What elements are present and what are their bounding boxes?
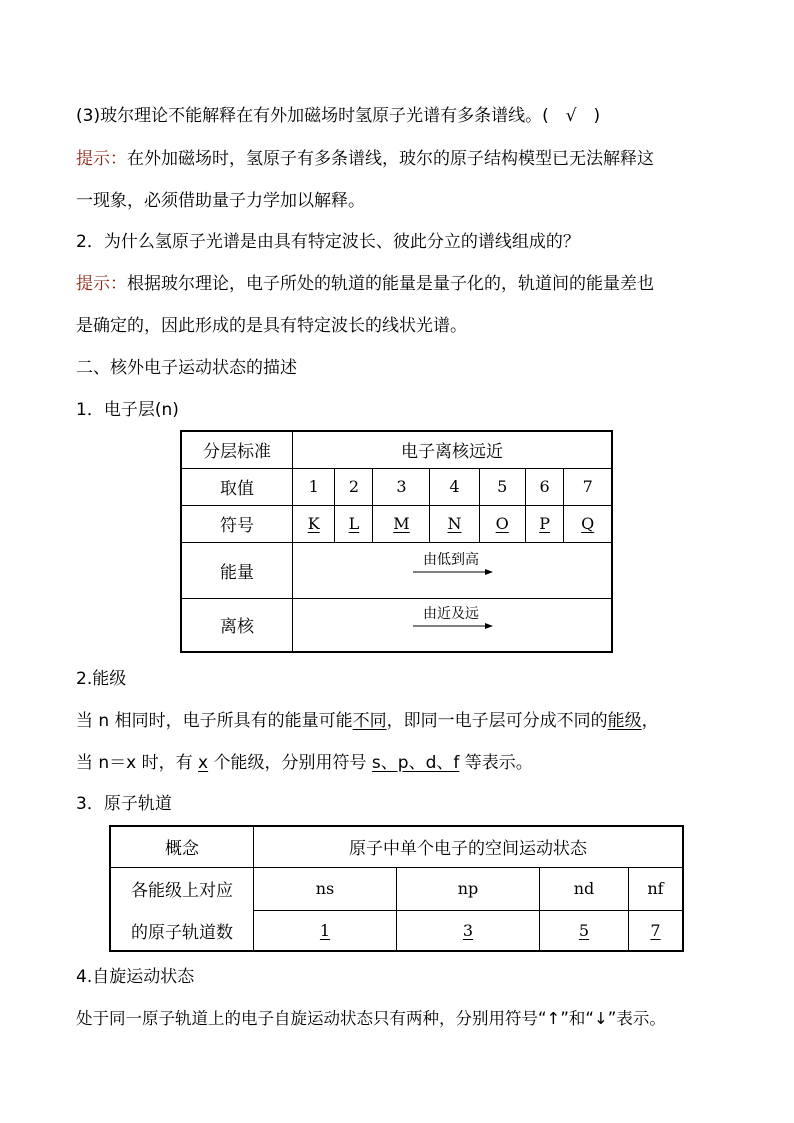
text-run: ， [641, 711, 659, 731]
t1-value-cell: 4 [430, 468, 479, 505]
t2-count-cell: 5 [540, 910, 629, 951]
t2-row-label-b: 的原子轨道数 [110, 910, 254, 951]
t2-concept-value: 原子中单个电子的空间运动状态 [254, 826, 684, 867]
t1-symbol-cell: Q [564, 505, 612, 542]
energy-level-line-2 [76, 751, 533, 775]
t1-distance-row-label: 离核 [181, 598, 293, 652]
t1-symbol-cell: P [525, 505, 564, 542]
hint-1-text-a: 在外加磁场时，氢原子有多条谱线，玻尔的原子结构模型已无法解释这 [127, 149, 654, 169]
hint-1-label: 提示： [76, 149, 127, 169]
t1-symbol-row-label: 符号 [181, 505, 293, 542]
blank-answer-x: x [198, 753, 209, 773]
text-run: 等表示。 [459, 753, 533, 773]
section-heading-2: 二、核外电子运动状态的描述 [76, 358, 297, 378]
t1-distance-arrow-cell [293, 598, 613, 652]
question-2: 2．为什么氢原子光谱是由具有特定波长、彼此分立的谱线组成的？ [76, 232, 580, 252]
t1-value-cell: 2 [335, 468, 373, 505]
hint-1-line-1 [76, 147, 654, 171]
t2-count-cell: 3 [397, 910, 540, 951]
t2-concept-label: 概念 [110, 826, 254, 867]
subsection-electron-shell: 1．电子层(n) [76, 400, 179, 420]
t1-symbol-cell: O [479, 505, 525, 542]
t2-orbital-cell: np [397, 867, 540, 910]
text-run: 当 n＝x 时，有 [76, 753, 199, 773]
judgement-item-3: (3)玻尔理论不能解释在有外加磁场时氢原子光谱有多条谱线。( √ ) [76, 106, 601, 126]
text-run: ，即同一电子层可分成不同的 [386, 711, 608, 731]
t1-value-cell: 1 [293, 468, 335, 505]
t2-orbital-cell: nd [540, 867, 629, 910]
t2-row-label-a: 各能级上对应 [110, 867, 254, 910]
t1-symbol-cell: N [430, 505, 479, 542]
spin-text: 处于同一原子轨道上的电子自旋运动状态只有两种，分别用符号“↑”和“↓”表示。 [76, 1009, 666, 1028]
t1-value-row-label: 取值 [181, 468, 293, 505]
distance-arrow-label: 由近及远 [423, 605, 479, 622]
t2-count-cell: 7 [629, 910, 684, 951]
t2-orbital-cell: ns [254, 867, 397, 910]
subsection-energy-level: 2.能级 [76, 669, 127, 689]
electron-shell-table [180, 430, 613, 653]
hint-2-label: 提示： [76, 274, 127, 294]
hint-2-text-a: 根据玻尔理论，电子所处的轨道的能量是量子化的，轨道间的能量差也 [127, 274, 654, 294]
hint-2-line-2: 是确定的，因此形成的是具有特定波长的线状光谱。 [76, 316, 467, 336]
text-run: 个能级，分别用符号 [208, 753, 372, 773]
t1-value-cell: 5 [479, 468, 525, 505]
subsection-atomic-orbital: 3．原子轨道 [76, 794, 172, 814]
atomic-orbital-table [109, 825, 684, 952]
t1-symbol-cell: K [293, 505, 335, 542]
t1-value-cell: 6 [525, 468, 564, 505]
blank-answer-butong: 不同 [352, 711, 387, 731]
t1-value-cell: 7 [564, 468, 612, 505]
t2-count-cell: 1 [254, 910, 397, 951]
blank-answer-spdf: s、p、d、f [371, 753, 460, 773]
t1-energy-arrow-cell [293, 542, 613, 598]
t1-symbol-cell: M [373, 505, 430, 542]
energy-level-line-1 [76, 709, 659, 733]
t1-header-value: 电子离核远近 [293, 431, 613, 468]
text-run: 当 n 相同时，电子所具有的能量可能 [76, 711, 353, 731]
t1-header-label: 分层标准 [181, 431, 293, 468]
t1-value-cell: 3 [373, 468, 430, 505]
t1-symbol-cell: L [335, 505, 373, 542]
right-arrow-icon [413, 567, 493, 577]
energy-arrow-label: 由低到高 [423, 551, 479, 568]
hint-1-line-2: 一现象，必须借助量子力学加以解释。 [76, 191, 365, 211]
subsection-spin: 4.自旋运动状态 [76, 967, 195, 987]
t2-orbital-cell: nf [629, 867, 684, 910]
right-arrow-icon [413, 621, 493, 631]
t1-energy-row-label: 能量 [181, 542, 293, 598]
hint-2-line-1 [76, 272, 654, 296]
blank-answer-nengji: 能级 [607, 711, 642, 731]
